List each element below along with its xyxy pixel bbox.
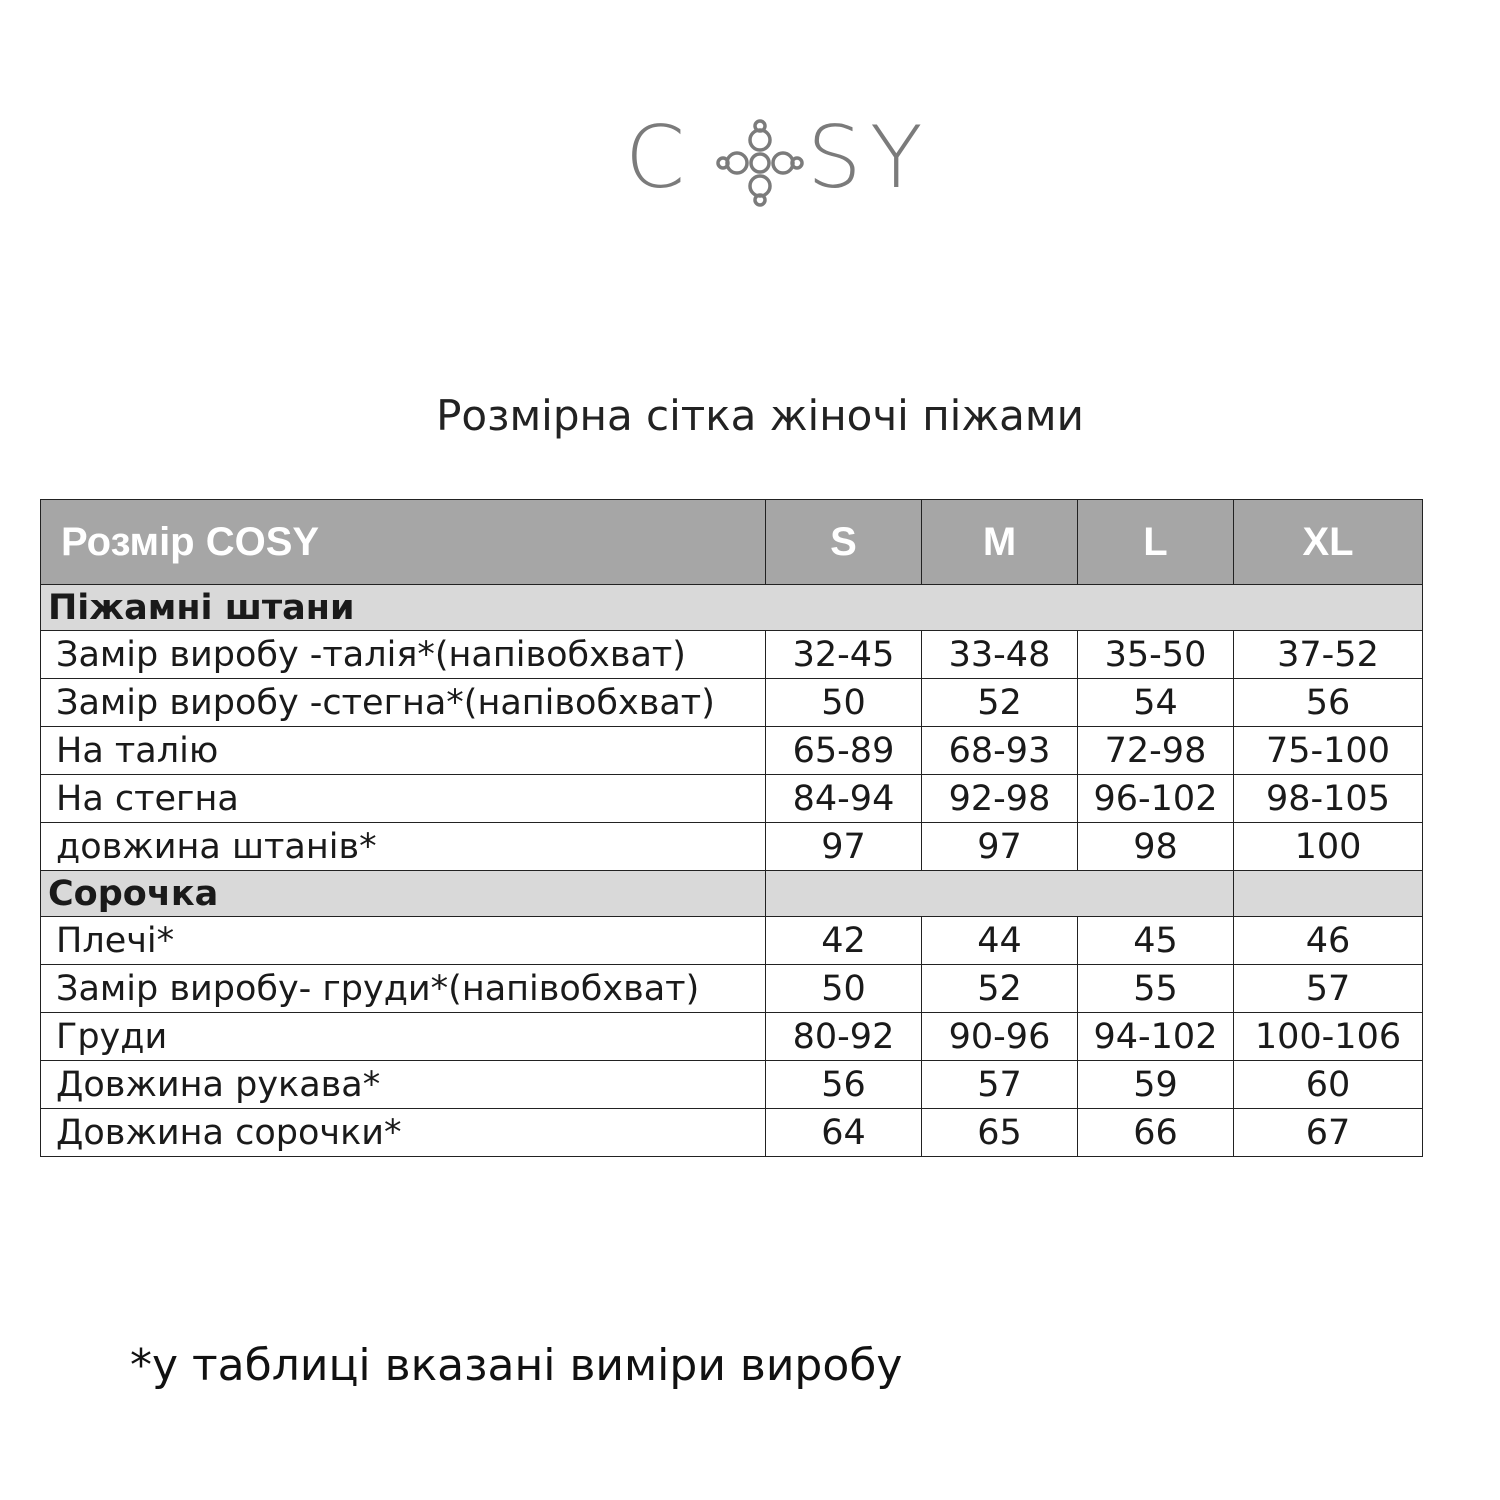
size-header-s: S	[766, 500, 922, 585]
footnote: *у таблиці вказані виміри виробу	[130, 1340, 903, 1391]
row-label: На стегна	[41, 775, 766, 823]
cell-value: 64	[766, 1109, 922, 1157]
row-label: довжина штанів*	[41, 823, 766, 871]
cell-value: 44	[922, 917, 1078, 965]
row-label: На талію	[41, 727, 766, 775]
size-header-label: Розмір COSY	[41, 500, 766, 585]
table-row	[41, 1013, 1423, 1061]
row-label: Груди	[41, 1013, 766, 1061]
cell-value: 56	[766, 1061, 922, 1109]
cell-value: 90-96	[922, 1013, 1078, 1061]
cell-value: 37-52	[1234, 631, 1423, 679]
cell-value: 94-102	[1078, 1013, 1234, 1061]
table-row	[41, 727, 1423, 775]
cell-value: 100-106	[1234, 1013, 1423, 1061]
flower-icon	[715, 118, 805, 208]
cell-value: 60	[1234, 1061, 1423, 1109]
cell-value: 100	[1234, 823, 1423, 871]
cell-value: 50	[766, 965, 922, 1013]
cell-value: 32-45	[766, 631, 922, 679]
cell-value: 46	[1234, 917, 1423, 965]
cell-value: 67	[1234, 1109, 1423, 1157]
cell-value: 97	[922, 823, 1078, 871]
cell-value: 52	[922, 679, 1078, 727]
size-table	[40, 499, 1423, 1157]
cell-value: 75-100	[1234, 727, 1423, 775]
table-row	[41, 775, 1423, 823]
cell-value: 98-105	[1234, 775, 1423, 823]
size-header-xl: XL	[1234, 500, 1423, 585]
cell-value: 35-50	[1078, 631, 1234, 679]
table-row	[41, 965, 1423, 1013]
cell-value: 54	[1078, 679, 1234, 727]
row-label: Плечі*	[41, 917, 766, 965]
section-title: Піжамні штани	[41, 585, 1423, 631]
cell-value: 45	[1078, 917, 1234, 965]
cell-value: 65	[922, 1109, 1078, 1157]
section-row-pants	[41, 585, 1423, 631]
cell-value: 56	[1234, 679, 1423, 727]
logo-letter-s: S	[807, 108, 866, 208]
row-label: Замір виробу -талія*(напівобхват)	[41, 631, 766, 679]
table-row	[41, 679, 1423, 727]
logo-letter-c: C	[625, 108, 690, 208]
cell-value: 33-48	[922, 631, 1078, 679]
size-header-m: M	[922, 500, 1078, 585]
section-title: Сорочка	[41, 871, 766, 917]
cell-value: 59	[1078, 1061, 1234, 1109]
cell-value: 52	[922, 965, 1078, 1013]
cell-value: 98	[1078, 823, 1234, 871]
row-label: Довжина сорочки*	[41, 1109, 766, 1157]
table-row	[41, 631, 1423, 679]
cell-value: 57	[1234, 965, 1423, 1013]
table-row	[41, 823, 1423, 871]
table-header-row	[41, 500, 1423, 585]
row-label: Довжина рукава*	[41, 1061, 766, 1109]
size-header-l: L	[1078, 500, 1234, 585]
table-row	[41, 1061, 1423, 1109]
cell-value: 65-89	[766, 727, 922, 775]
cell-value: 92-98	[922, 775, 1078, 823]
cell-value: 68-93	[922, 727, 1078, 775]
cell-value: 42	[766, 917, 922, 965]
cell-value: 55	[1078, 965, 1234, 1013]
cell-value: 50	[766, 679, 922, 727]
section-blank-cell	[766, 871, 1234, 917]
cell-value: 80-92	[766, 1013, 922, 1061]
page-title: Розмірна сітка жіночі піжами	[436, 391, 1084, 440]
cell-value: 72-98	[1078, 727, 1234, 775]
table-row	[41, 917, 1423, 965]
logo-letter-y: Y	[870, 108, 927, 208]
cosy-logo	[625, 108, 945, 208]
cell-value: 97	[766, 823, 922, 871]
section-blank-cell	[1234, 871, 1423, 917]
row-label: Замір виробу- груди*(напівобхват)	[41, 965, 766, 1013]
cell-value: 57	[922, 1061, 1078, 1109]
row-label: Замір виробу -стегна*(напівобхват)	[41, 679, 766, 727]
table-row	[41, 1109, 1423, 1157]
cell-value: 66	[1078, 1109, 1234, 1157]
section-row-shirt	[41, 871, 1423, 917]
cell-value: 84-94	[766, 775, 922, 823]
cell-value: 96-102	[1078, 775, 1234, 823]
